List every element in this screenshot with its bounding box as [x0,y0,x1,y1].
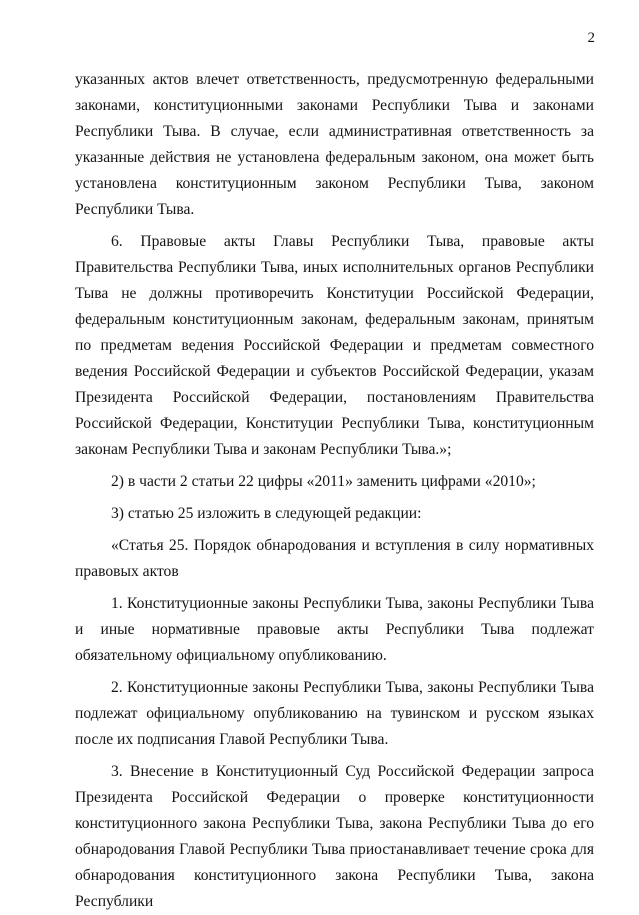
paragraph: 3. Внесение в Конституционный Суд Российской Федерации запроса Президента Российской Федерации о проверке конституционности конституционного закона Республики Тыва, закона Республики Тыва до его обнародования Главой Республики Тыва приостанавливает течение срока для обнародования конституционного закона Республики Тыва, закона Республики [75,763,594,910]
page-number: 2 [587,30,595,46]
paragraph: 1. Конституционные законы Республики Тыва, законы Республики Тыва и иные нормативные правовые акты Республики Тыва подлежат обязательному официальному опубликованию. [75,595,594,664]
paragraph: указанных актов влечет ответственность, предусмотренную федеральными законами, конституционными законами Республики Тыва и законами Республики Тыва. В случае, если административная ответственность за указанные действия не установлена федеральным законом, она может быть установлена конституционным законом Республики Тыва, законом Республики Тыва. [75,71,594,218]
paragraph: «Статья 25. Порядок обнародования и вступления в силу нормативных правовых актов [75,537,594,580]
paragraph: 6. Правовые акты Главы Республики Тыва, правовые акты Правительства Республики Тыва, иных исполнительных органов Республики Тыва не должны противоречить Конституции Российской Федерации, федеральным конституционным законам, федеральным законам, принятым по предметам ведения Российской Федерации и предметам совместного ведения Российской Федерации и субъектов Российской Федерации, указам Президента Российской Федерации, постановлениям Правительства Российской Федерации, Конституции Республики Тыва, конституционным законам Республики Тыва и законам Республики Тыва.»; [75,233,594,458]
paragraph: 3) статью 25 изложить в следующей редакции: [111,505,422,522]
paragraph: 2) в части 2 статьи 22 цифры «2011» заменить цифрами «2010»; [111,473,536,490]
paragraph: 2. Конституционные законы Республики Тыва, законы Республики Тыва подлежат официальному опубликованию на тувинском и русском языках после их подписания Главой Республики Тыва. [75,679,594,748]
document-body [75,67,594,915]
